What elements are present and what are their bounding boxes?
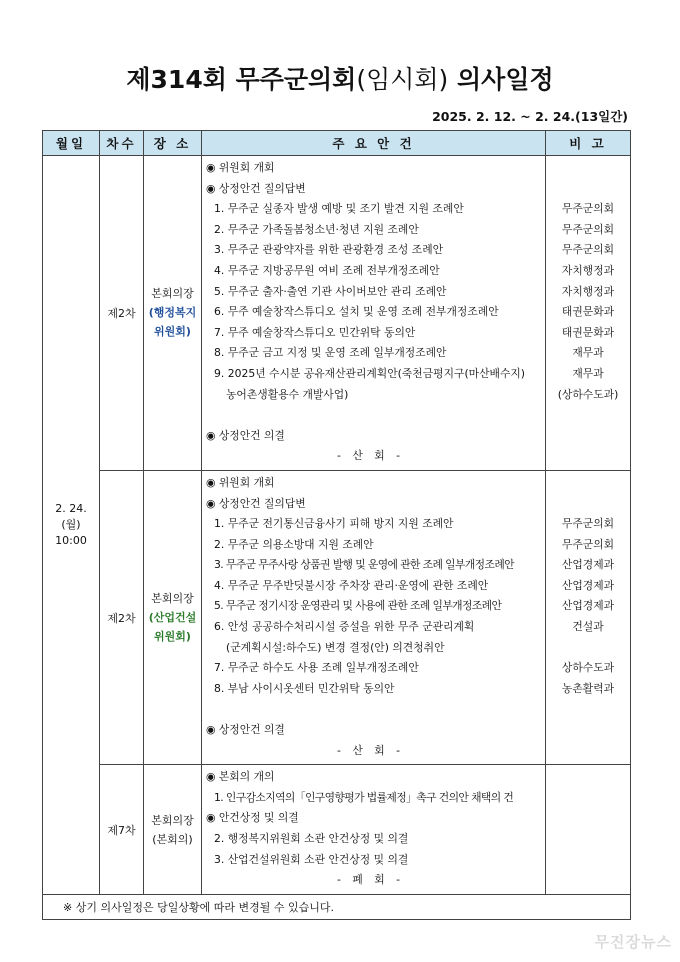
agenda-item: 3. 산업건설위원회 소관 안건상정 및 의결 <box>214 852 409 866</box>
note-item: 무주군의회 <box>561 517 615 531</box>
order-cell: 제2차 <box>100 470 144 764</box>
agenda-item: ◉ 본회의 개의 <box>206 770 275 784</box>
note-item <box>546 870 630 891</box>
note-item <box>546 788 630 809</box>
note-item: 농촌활력과 <box>561 681 615 695</box>
place-label: 본회의장 <box>151 592 194 606</box>
place-label: 본회의장 <box>151 813 194 827</box>
place-cell <box>144 470 202 764</box>
note-item: 태권문화과 <box>561 325 615 339</box>
schedule-table <box>42 130 631 920</box>
agenda-item: 3. 무주군 무주사랑 상품권 발행 및 운영에 관한 조례 일부개정조례안 <box>214 558 514 572</box>
note-item: 태권문화과 <box>561 305 615 319</box>
note-item <box>546 426 630 447</box>
committee-label-line: (본회의) <box>152 832 193 846</box>
adjourn-line: - 산 회 - <box>337 743 404 757</box>
note-item <box>546 699 630 720</box>
note-cell <box>546 765 631 895</box>
note-item <box>546 850 630 871</box>
committee-label <box>144 608 201 646</box>
agenda-item: 2. 무주군 의용소방대 지원 조례안 <box>214 537 374 551</box>
header-date: 월일 <box>43 131 100 156</box>
place-cell <box>144 765 202 895</box>
order-cell: 제2차 <box>100 156 144 471</box>
agenda-cell <box>202 156 546 471</box>
agenda-item: 농어촌생활용수 개발사업) <box>226 387 349 401</box>
date-weekday: (월) <box>61 517 81 531</box>
note-cell <box>546 156 631 471</box>
page-title <box>0 60 680 96</box>
title-tail: 의사일정 <box>457 65 554 94</box>
note-item: 무주군의회 <box>561 222 615 236</box>
note-item: 산업경제과 <box>561 578 615 592</box>
agenda-cell <box>202 765 546 895</box>
session-period: 2025. 2. 12. ~ 2. 24.(13일간) <box>432 109 628 124</box>
place-cell <box>144 156 202 471</box>
agenda-item: 7. 무주군 하수도 사용 조례 일부개정조례안 <box>214 661 419 675</box>
agenda-item: ◉ 상정안건 질의답변 <box>206 496 306 510</box>
session-row-1 <box>43 156 631 471</box>
agenda-item: 6. 무주 예술창작스튜디오 설치 및 운영 조례 전부개정조례안 <box>214 305 499 319</box>
agenda-item: 7. 무주 예술창작스튜디오 민간위탁 동의안 <box>214 325 416 339</box>
agenda-item: ◉ 안건상정 및 의결 <box>206 811 299 825</box>
adjourn-line: - 산 회 - <box>337 449 404 463</box>
agenda-item: 8. 무주군 금고 지정 및 운영 조례 일부개정조례안 <box>214 346 447 360</box>
agenda-item: ◉ 상정안건 질의답변 <box>206 181 306 195</box>
note-item: 산업경제과 <box>561 599 615 613</box>
note-item: 상하수도과 <box>561 661 615 675</box>
note-item: 무주군의회 <box>561 537 615 551</box>
adjourn-line: - 폐 회 - <box>337 873 404 887</box>
note-item: 재무과 <box>572 366 604 380</box>
agenda-item: ◉ 상정안건 의결 <box>206 428 285 442</box>
note-item: 무주군의회 <box>561 202 615 216</box>
agenda-item <box>206 699 545 720</box>
title-paren: (임시회) <box>356 65 449 94</box>
header-order: 차수 <box>100 131 144 156</box>
agenda-item: ◉ 위원회 개회 <box>206 475 275 489</box>
note-item <box>546 720 630 741</box>
agenda-item: 5. 무주군 출자·출연 기관 사이버보안 관리 조례안 <box>214 284 447 298</box>
note-item: 건설과 <box>572 620 604 634</box>
agenda-item: 4. 무주군 지방공무원 여비 조례 전부개정조례안 <box>214 263 440 277</box>
committee-label-line: (행정복지 <box>148 306 197 320</box>
date-time: 10:00 <box>55 533 87 547</box>
header-place: 장 소 <box>144 131 202 156</box>
note-item <box>546 494 630 515</box>
note-item <box>546 179 630 200</box>
note-item <box>546 767 630 788</box>
note-item <box>546 405 630 426</box>
session-row-3 <box>43 765 631 895</box>
note-item <box>546 638 630 659</box>
committee-label-line: 위원회) <box>154 630 191 644</box>
header-note: 비 고 <box>546 131 631 156</box>
place-label: 본회의장 <box>151 287 194 301</box>
agenda-item: (군계획시설:하수도) 변경 결정(안) 의견청취안 <box>226 640 445 654</box>
note-item: 무주군의회 <box>561 243 615 257</box>
watermark-logo: 무진장뉴스 <box>594 933 672 951</box>
date-day: 2. 24. <box>55 501 87 515</box>
note-item: 자치행정과 <box>561 263 615 277</box>
session-row-2 <box>43 470 631 764</box>
committee-label-line: (산업건설 <box>148 611 197 625</box>
note-item: 재무과 <box>572 346 604 360</box>
agenda-item: ◉ 위원회 개회 <box>206 161 275 174</box>
title-main: 제314회 무주군의회 <box>126 65 357 94</box>
agenda-cell <box>202 470 546 764</box>
agenda-item: ◉ 상정안건 의결 <box>206 723 285 737</box>
agenda-item: 2. 행정복지위원회 소관 안건상정 및 의결 <box>214 832 409 845</box>
agenda-item: 9. 2025년 수시분 공유재산관리계획안(죽천금평지구(마산배수지) <box>214 366 526 380</box>
note-item <box>546 473 630 494</box>
date-cell <box>43 156 100 895</box>
footnote-row <box>43 894 631 919</box>
agenda-item: 1. 무주군 실종자 발생 예방 및 조기 발견 지원 조례안 <box>214 202 464 216</box>
note-item <box>546 829 630 850</box>
order-cell: 제7차 <box>100 765 144 895</box>
agenda-item: 3. 무주군 관광약자를 위한 관광환경 조성 조례안 <box>214 243 444 257</box>
committee-label <box>144 830 201 849</box>
agenda-item: 1. 무주군 전기통신금융사기 피해 방지 지원 조례안 <box>214 517 454 531</box>
footnote: ※ 상기 의사일정은 당일상황에 따라 변경될 수 있습니다. <box>43 894 631 919</box>
header-agenda: 주 요 안 건 <box>202 131 546 156</box>
note-item <box>546 741 630 762</box>
note-item: 자치행정과 <box>561 284 615 298</box>
note-cell <box>546 470 631 764</box>
note-item <box>546 446 630 467</box>
table-header-row <box>43 131 631 156</box>
agenda-item: 4. 무주군 무주반딧불시장 주차장 관리·운영에 관한 조례안 <box>214 578 489 592</box>
note-item <box>546 158 630 179</box>
agenda-item: 6. 안성 공공하수처리시설 증설을 위한 무주 군관리계획 <box>214 620 475 634</box>
committee-label-line: 위원회) <box>154 325 191 339</box>
agenda-item: 5. 무주군 정기시장 운영관리 및 사용에 관한 조례 일부개정조례안 <box>214 599 502 613</box>
agenda-item: 8. 부남 사이시옷센터 민간위탁 동의안 <box>214 681 395 695</box>
agenda-item: 1. 인구감소지역의「인구영향평가 법률제정」촉구 건의안 채택의 건 <box>214 790 514 804</box>
agenda-item <box>206 405 545 426</box>
note-item: (상하수도과) <box>557 387 619 401</box>
note-item <box>546 808 630 829</box>
committee-label <box>144 303 201 341</box>
agenda-item: 2. 무주군 가족돌봄청소년·청년 지원 조례안 <box>214 222 419 236</box>
note-item: 산업경제과 <box>561 558 615 572</box>
